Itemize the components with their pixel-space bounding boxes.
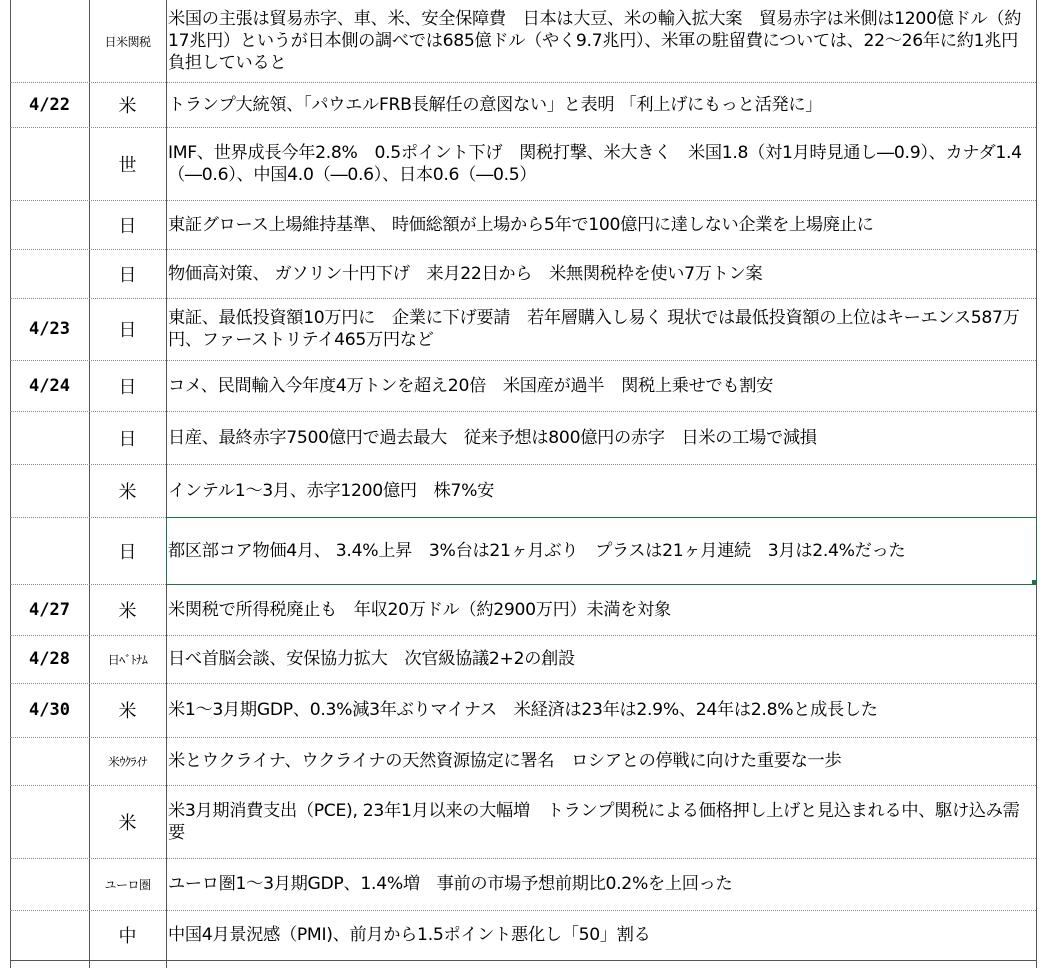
news-text-cell[interactable]: 中国4月景況感（PMI)、前月から1.5ポイント悪化し「50」割る — [168, 925, 651, 945]
date-cell[interactable] — [11, 785, 88, 858]
news-text-cell[interactable]: 東証グロース上場維持基準、 時価総額が上場から5年で100億円に達しない企業を上場廃止に — [168, 214, 874, 235]
row-divider — [10, 910, 1036, 911]
row-divider — [10, 960, 1036, 961]
news-text-cell[interactable]: 物価高対策、 ガソリン十円下げ 来月22日から 米無関税枠を使い7万トン案 — [168, 263, 763, 284]
date-cell[interactable]: 4/22 — [29, 94, 70, 115]
date-cell[interactable] — [11, 127, 88, 200]
category-cell[interactable]: 日 — [118, 428, 137, 450]
news-text-cell[interactable]: 米関税で所得税廃止も 年収20万ドル（約2900万円）未満を対象 — [168, 599, 671, 620]
date-cell[interactable] — [11, 517, 88, 584]
category-cell[interactable]: 世 — [118, 154, 137, 176]
news-text-cell[interactable]: トランプ大統領、「パウエルFRB長解任の意図ない」と表明 「利上げにもっと活発に」 — [168, 94, 823, 115]
row-divider — [10, 411, 1036, 412]
date-cell[interactable] — [11, 737, 88, 785]
category-cell[interactable]: 中 — [118, 926, 137, 947]
news-text-cell[interactable]: コメ、民間輸入今年度4万トンを超え20倍 米国産が過半 関税上乗せでも割安 — [168, 375, 774, 396]
date-cell[interactable]: 4/23 — [29, 319, 70, 339]
row-divider — [10, 584, 1036, 585]
row-divider — [10, 785, 1036, 786]
row-divider — [10, 249, 1036, 250]
category-cell[interactable]: ユーロ圏 — [104, 877, 151, 892]
news-text-cell[interactable]: 米国の主張は貿易赤字、車、米、安全保障費 日本は大豆、米の輸入拡大案 貿易赤字は米側は1200億ドル（約17兆円）というが日本側の調べでは685億ドル（やく9.7兆円）、米軍の駐留費については、22～26年に約1兆円負担していると — [168, 9, 1022, 73]
fill-handle[interactable] — [1032, 580, 1037, 585]
news-text-cell[interactable]: IMF、世界成長今年2.8% 0.5ポイント下げ 関税打撃、米大きく 米国1.8（対1月時見通し―0.9）、カナダ1.4（―0.6）、中国4.0（―0.6）、日本0.6（―0.5） — [168, 142, 1022, 185]
grid-line — [166, 0, 167, 968]
row-divider — [10, 360, 1036, 361]
category-cell[interactable]: 日ﾍﾞﾄﾅﾑ — [107, 652, 148, 667]
row-divider — [10, 858, 1036, 859]
category-cell[interactable]: 米 — [118, 600, 137, 622]
date-cell[interactable]: 4/28 — [29, 649, 70, 669]
category-cell[interactable]: 日 — [118, 320, 137, 341]
news-text-cell[interactable]: 米3月期消費支出（PCE), 23年1月以来の大幅増 トランプ関税による価格押し上げと見込まれる中、駆け込み需要 — [168, 800, 1020, 843]
category-cell[interactable]: 米ｳｸﾗｲﾅ — [107, 754, 147, 769]
row-divider — [10, 82, 1036, 83]
news-text-cell[interactable]: 日産、最終赤字7500億円で過去最大 従来予想は800億円の赤字 日米の工場で減損 — [168, 427, 817, 448]
row-divider — [10, 683, 1036, 684]
news-text-cell[interactable]: 日べ首脳会談、安保協力拡大 次官級協議2+2の創設 — [168, 649, 575, 669]
date-cell[interactable] — [11, 411, 88, 464]
date-cell[interactable] — [11, 858, 88, 910]
category-cell[interactable]: 米 — [118, 812, 137, 834]
news-text-cell[interactable]: 都区部コア物価4月、 3.4%上昇 3%台は21ヶ月ぶり プラスは21ヶ月連続 3月は2.4%だった — [168, 540, 906, 561]
date-cell[interactable] — [11, 249, 88, 298]
date-cell[interactable]: 4/24 — [29, 375, 70, 396]
date-cell[interactable]: 4/27 — [29, 599, 70, 620]
date-cell[interactable] — [11, 464, 88, 517]
category-cell[interactable]: 日 — [118, 376, 137, 398]
news-text-cell[interactable]: 米とウクライナ、ウクライナの天然資源協定に署名 ロシアとの停戦に向けた重要な一歩 — [168, 751, 842, 771]
grid-line — [1036, 0, 1037, 968]
row-divider — [10, 737, 1036, 738]
row-divider — [10, 200, 1036, 201]
category-cell[interactable]: 米 — [118, 701, 137, 722]
news-text-cell[interactable]: ユーロ圏1～3月期GDP、1.4%増 事前の市場予想前期比0.2%を上回った — [168, 874, 733, 894]
news-text-cell[interactable]: 東証、最低投資額10万円に 企業に下げ要請 若年層購入し易く 現状では最低投資額の上位はキーエンス587万円、ファーストリテイ465万円など — [168, 308, 1020, 350]
row-divider — [10, 517, 1036, 518]
date-cell[interactable] — [11, 910, 88, 960]
row-divider — [10, 635, 1036, 636]
date-cell[interactable] — [11, 0, 88, 82]
category-cell[interactable]: 日米関税 — [104, 34, 151, 49]
category-cell[interactable]: 米 — [118, 95, 137, 117]
category-cell[interactable]: 日 — [118, 264, 137, 286]
row-divider — [10, 464, 1036, 465]
row-divider — [10, 127, 1036, 128]
date-cell[interactable]: 4/30 — [29, 700, 70, 720]
date-cell[interactable] — [11, 200, 88, 249]
category-cell[interactable]: 日 — [118, 541, 137, 563]
row-divider — [10, 298, 1036, 299]
category-cell[interactable]: 日 — [118, 215, 137, 237]
category-cell[interactable]: 米 — [118, 481, 137, 503]
news-text-cell[interactable]: インテル1～3月、赤字1200億円 株7%安 — [168, 480, 495, 501]
news-text-cell[interactable]: 米1～3月期GDP、0.3%減3年ぶりマイナス 米経済は23年は2.9%、24年は2.8%と成長した — [168, 700, 878, 720]
